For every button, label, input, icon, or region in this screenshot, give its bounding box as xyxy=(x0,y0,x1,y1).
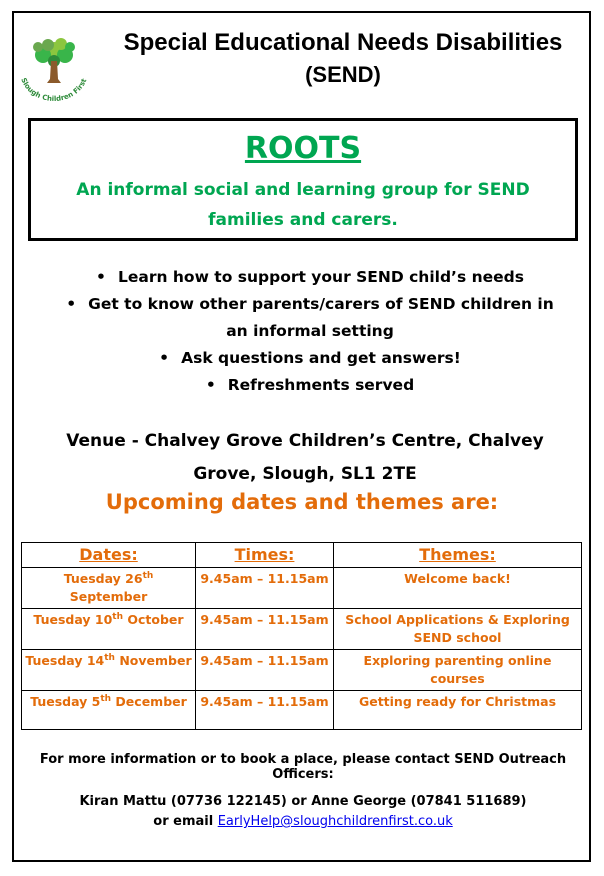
time-cell: 9.45am – 11.15am xyxy=(196,650,334,691)
theme-cell: Exploring parenting online courses xyxy=(334,650,582,691)
email-link[interactable]: EarlyHelp@sloughchildrenfirst.co.uk xyxy=(217,814,453,829)
table-row xyxy=(22,609,582,650)
time-cell: 9.45am – 11.15am xyxy=(196,568,334,609)
header-dates: Dates: xyxy=(22,543,196,568)
bullet-item: • Get to know other parents/carers of SEND children in an informal setting xyxy=(60,291,560,345)
date-cell: Tuesday 14th November xyxy=(22,650,196,691)
table-row xyxy=(22,568,582,609)
header-times: Times: xyxy=(196,543,334,568)
date-cell: Tuesday 26th September xyxy=(22,568,196,609)
venue-text: Venue - Chalvey Grove Children’s Centre, Chalvey Grove, Slough, SL1 2TE xyxy=(66,431,544,484)
theme-cell: Getting ready for Christmas xyxy=(334,691,582,730)
bullet-item: • Ask questions and get answers! xyxy=(60,345,560,372)
logo-text: Slough Children First xyxy=(19,76,89,103)
footer-contacts xyxy=(18,792,588,832)
schedule-table xyxy=(21,542,582,730)
contact-names: Kiran Mattu (07736 122145) or Anne George (07841 511689) xyxy=(79,794,527,809)
upcoming-heading: Upcoming dates and themes are: xyxy=(105,490,499,514)
page-subtitle: (SEND) xyxy=(305,62,381,87)
table-row xyxy=(22,650,582,691)
time-cell: 9.45am – 11.15am xyxy=(196,691,334,730)
theme-cell: School Applications & Exploring SEND school xyxy=(334,609,582,650)
theme-cell: Welcome back! xyxy=(334,568,582,609)
bullet-item: • Learn how to support your SEND child’s needs xyxy=(60,264,560,291)
bullet-list xyxy=(60,264,560,399)
table-header-row xyxy=(22,543,582,568)
roots-title: ROOTS xyxy=(244,131,362,166)
table-row xyxy=(22,691,582,730)
slough-children-first-logo xyxy=(14,31,94,103)
time-cell: 9.45am – 11.15am xyxy=(196,609,334,650)
roots-description: An informal social and learning group for SEND families and carers. xyxy=(76,180,530,230)
roots-box xyxy=(28,118,578,241)
bullet-item: • Refreshments served xyxy=(60,372,560,399)
date-cell: Tuesday 10th October xyxy=(22,609,196,650)
page-title: Special Educational Needs Disabilities xyxy=(123,29,563,56)
header-themes: Themes: xyxy=(334,543,582,568)
footer-info: For more information or to book a place, please contact SEND Outreach Officers: xyxy=(39,752,567,782)
date-cell: Tuesday 5th December xyxy=(22,691,196,730)
email-line: or email EarlyHelp@sloughchildrenfirst.co.uk xyxy=(153,814,453,829)
